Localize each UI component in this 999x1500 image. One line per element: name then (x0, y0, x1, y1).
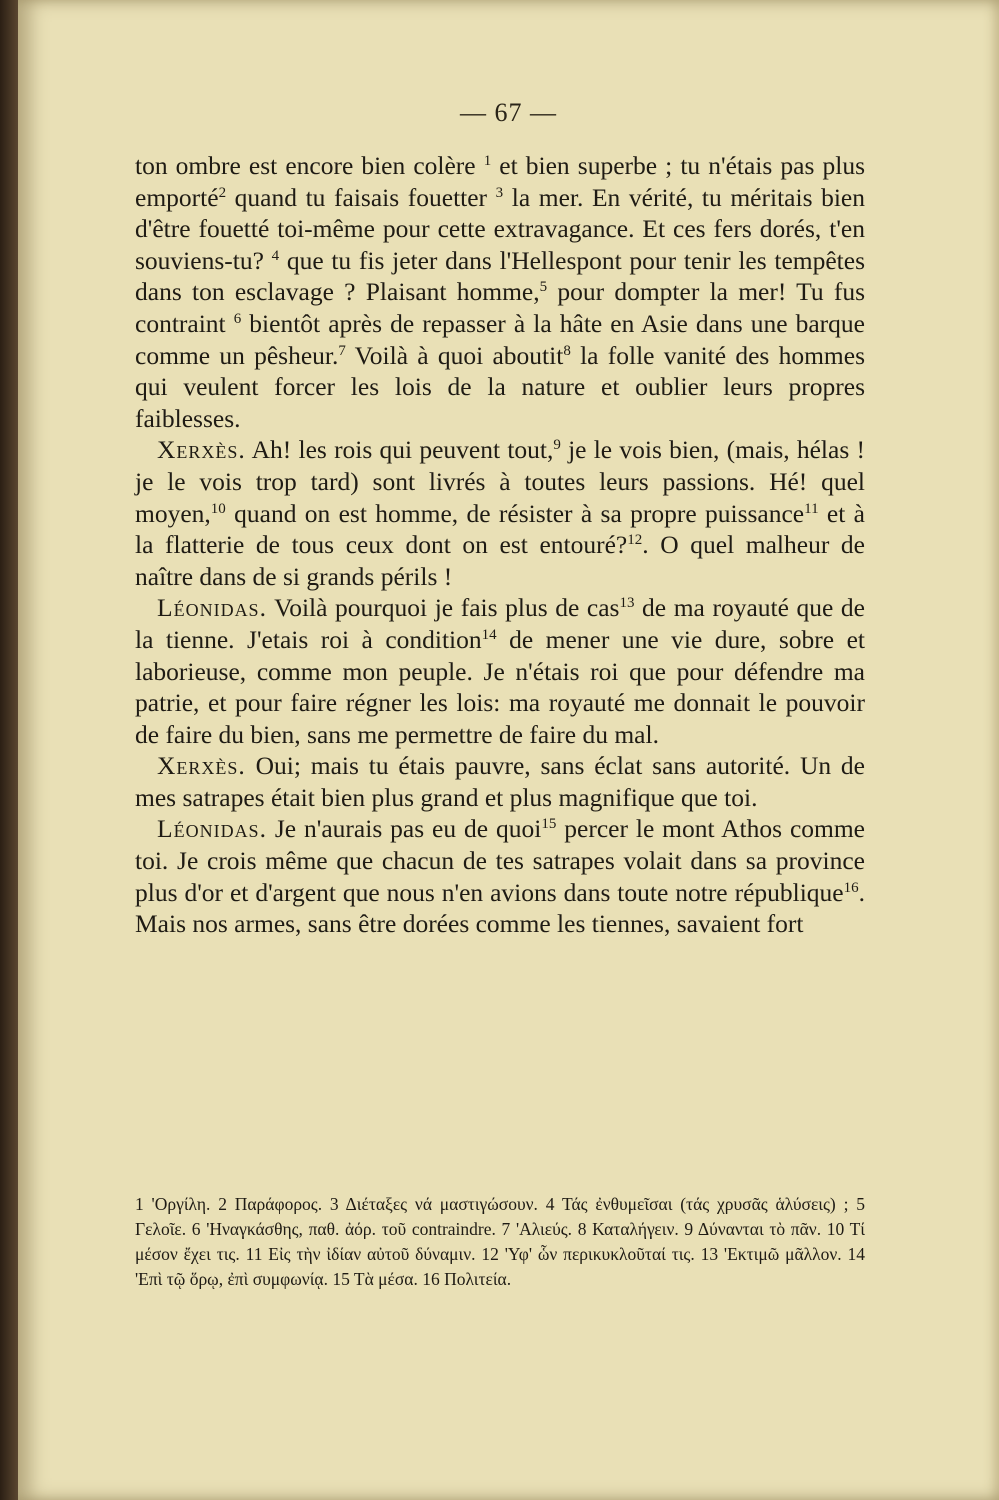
text-run: quand on est homme, de résister à sa propre puissance (225, 498, 805, 528)
text-run: et bien superbe ; tu n'étais pas plus emporté (135, 151, 865, 212)
text-run: . Mais nos armes, sans être dorées comme les tiennes, savaient fort (135, 877, 865, 939)
text-run: pour dompter la mer! Tu fus contraint (135, 277, 865, 338)
text-run: Oui; mais tu étais pauvre, sans éclat sans autorité. Un de mes satrapes était bien plus grand et plus magnifique que toi. (135, 751, 865, 812)
paragraph (135, 592, 865, 750)
speaker-name: Léonidas. (157, 814, 267, 844)
footnotes: 1 'Οργίλη. 2 Παράφορος. 3 Διέταξες νά μαστιγώσουν. 4 Τάς ἐνθυμεῖσαι (τάς χρυσᾶς ἁλύσεις) ; 5 Γελοῖε. 6 'Ηναγκάσθης, παθ. ἀόρ. τοῦ contraindre. 7 'Αλιεύς. 8 Καταλήγειν. 9 Δύνανται τὸ πᾶν. 10 Τί μέσον ἔχει τις. 11 Εἰς τὴν ἰδίαν αὐτοῦ δύναμιν. 12 'Υφ' ὧν περικυκλοῦταί τις. 13 'Εκτιμῶ μᾶλλον. 14 'Επὶ τῷ ὅρῳ, ἐπὶ συμφωνίᾳ. 15 Τὰ μέσα. 16 Πολιτεία. (135, 1194, 865, 1289)
text-run: Ah! les rois qui peuvent tout, (245, 435, 554, 465)
footnote-ref: 5 (539, 279, 548, 296)
footnote-ref: 2 (218, 184, 227, 201)
text-run: percer le mont Athos comme toi. Je crois même que chacun de tes satrapes volait dans sa province plus d'or et d'argent que nous n'en avions dans toute notre république (135, 814, 865, 907)
footnote-ref: 10 (210, 500, 226, 517)
text-run: Voilà à quoi aboutit (345, 340, 564, 370)
speaker-name: Xerxès. (157, 435, 246, 465)
text-run: la mer. En vérité, tu méritais bien d'être fouetté toi-même pour cette extravagance. Et ces fers dorés, t'en souviens-tu? (135, 182, 865, 275)
body-text (135, 150, 865, 940)
footnote-ref: 14 (481, 626, 497, 643)
footnote-ref: 13 (619, 595, 635, 612)
footnote-ref: 1 (483, 153, 492, 169)
text-run: bientôt après de repasser à la hâte en Asie dans une barque comme un pêsheur. (135, 308, 865, 370)
text-run: que tu fis jeter dans l'Hellespont pour tenir les tempêtes dans ton esclavage ? Plaisant homme, (135, 245, 865, 307)
text-run: ton ombre est encore bien colère (135, 151, 484, 180)
text-run: Voilà pourquoi je fais plus de cas (266, 593, 620, 623)
footnote-ref: 6 (233, 310, 242, 327)
paragraph (135, 434, 865, 592)
footnote-ref: 9 (553, 437, 561, 454)
text-run: je le vois bien, (mais, hélas ! je le vois trop tard) sont livrés à toutes leurs passions. Hé! quel moyen, (135, 435, 865, 528)
book-page (18, 0, 999, 1500)
footnote-ref: 7 (338, 342, 346, 359)
text-run: Je n'aurais pas eu de quoi (266, 814, 542, 844)
footnote-ref: 11 (804, 500, 819, 517)
text-run: . O quel malheur de naître dans de si grands périls ! (135, 530, 865, 591)
footnote-ref: 3 (495, 184, 504, 201)
speaker-name: Xerxès. (157, 751, 246, 781)
footnote-ref: 16 (843, 879, 859, 896)
paragraph (135, 750, 865, 813)
book-spine-edge (0, 0, 18, 1500)
footnote-ref: 8 (563, 342, 571, 359)
page-number: — 67 — (460, 98, 557, 127)
footnote-ref: 12 (627, 532, 643, 549)
text-run: de mener une vie dure, sobre et laborieuse, comme mon peuple. Je n'étais roi que pour défendre ma patrie, et pour faire régner les lois: ma royauté me donnait le pouvoir de faire du bien, sans me permettre de faire du mal. (135, 624, 865, 749)
speaker-name: Léonidas. (157, 593, 267, 623)
footnote-separator (135, 1183, 865, 1184)
text-run: et à la flatterie de tous ceux dont on est entouré? (135, 498, 865, 560)
footnote-ref: 15 (541, 816, 557, 833)
paragraph (135, 150, 865, 434)
text-run: la folle vanité des hommes qui veulent forcer les lois de la nature et oublier leurs propres faiblesses. (135, 340, 865, 433)
footnote-ref: 4 (271, 247, 280, 264)
text-run: de ma royauté que de la tienne. J'etais roi à condition (135, 593, 865, 654)
text-run: quand tu faisais fouetter (226, 182, 496, 212)
paragraph (135, 813, 865, 939)
